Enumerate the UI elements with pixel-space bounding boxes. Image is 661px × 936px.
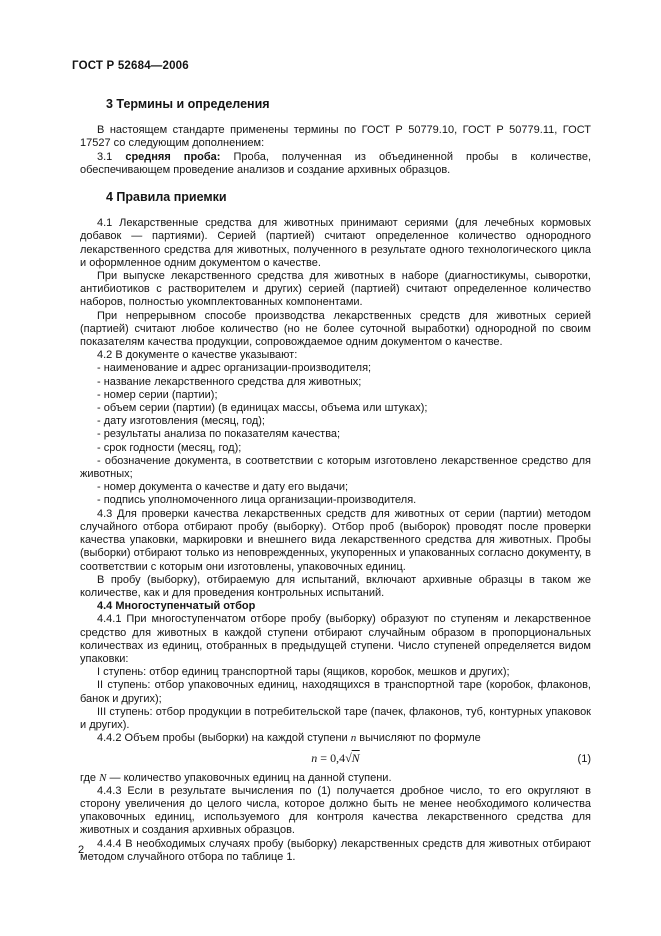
paragraph-4-3-continued: В пробу (выборку), отбираемую для испытаний, включают архивные образцы в таком же количестве, как и для проведения контрольных испытаний. [80,573,591,599]
paragraph-4-4-2-text-after: вычисляют по формуле [356,732,481,745]
list-item: - наименование и адрес организации-производителя; [97,362,372,375]
stage-1-paragraph: I ступень: отбор единиц транспортной тары (ящиков, коробок, мешков и других); [97,666,510,679]
paragraph-4-1: 4.1 Лекарственные средства для животных принимают сериями (для лечебных кормовых добавок — партиями). Серией (партией) считают определенное количество однородного лекарственного средства для животных, полученного в результате одного технологического цикла и оформленное одним документом о качестве. [80,217,591,269]
list-item: - срок годности (месяц, год); [97,441,242,454]
section-3-intro-paragraph: В настоящем стандарте применены термины по ГОСТ Р 50779.10, ГОСТ Р 50779.11, ГОСТ 17527 со следующим дополнением: [80,124,591,150]
list-item: - дату изготовления (месяц, год); [97,415,265,428]
variable-N: N [99,771,107,784]
list-item: - название лекарственного средства для животных; [97,375,362,388]
term-name: средняя проба: [125,150,221,163]
paragraph-4-4-1: 4.4.1 При многоступенчатом отборе пробу (выборку) образуют по ступеням и лекарственное средство для животных в каждой ступени отбирают случайным образом в пропорциональных количествах из единиц, отобранных в предыдущей ступени. Число ступеней определяется видом упаковки: [80,613,591,665]
where-text: — количество упаковочных единиц на данной ступени. [106,771,392,784]
stage-3-paragraph: III ступень: отбор продукции в потребительской таре (пачек, флаконов, туб, контурных упаковок и других). [80,705,591,731]
list-item: - результаты анализа по показателям качества; [97,428,341,441]
variable-n: n [350,732,357,745]
paragraph-4-4-2 [80,732,591,745]
formula-number: (1) [577,753,591,766]
document-header: ГОСТ Р 52684—2006 [72,60,189,72]
term-definition-text: Проба, полученная из объединенной пробы в количестве, обеспечивающем проведение анализов и создание архивных образцов. [80,150,591,176]
paragraph-4-1-continued-continuous: При непрерывном способе производства лекарственных средств для животных серией (партией) считают любое количество (но не более суточной выработки) однородной по своим показателям качества продукции, сопровождаемое одним документом о качестве. [80,309,591,349]
term-number: 3.1 [97,150,126,163]
formula-coefficient: 0,4 [330,751,346,766]
paragraph-4-4-2-text: 4.4.2 Объем пробы (выборки) на каждой ступени [97,732,351,745]
formula-equals-sign: = [320,751,328,766]
paragraph-4-1-continued-sets: При выпуске лекарственного средства для животных в наборе (диагностикумы, сыворотки, антибиотиков с растворителем и других) серией (партией) считают определенное количество наборов, полностью укомплектованных компонентами. [80,270,591,309]
formula-variable-n: n [311,751,318,766]
stage-2-paragraph: II ступень: отбор упаковочных единиц, находящихся в транспортной таре (коробок, флаконов, банок и других); [80,679,591,705]
list-item: - обозначение документа, в соответствии с которым изготовлено лекарственное средство для животных; [80,454,591,481]
list-item: - номер документа о качестве и дату его выдачи; [97,481,349,494]
formula-1 [80,752,591,765]
page-number: 2 [78,844,85,856]
paragraph-4-2: 4.2 В документе о качестве указывают: [97,349,298,362]
section-4-heading: 4 Правила приемки [106,190,227,205]
where-prefix: где [80,771,100,784]
section-3-heading: 3 Термины и определения [106,97,270,111]
subsection-4-4-heading: 4.4 Многоступенчатый отбор [97,600,256,613]
list-item: - подпись уполномоченного лица организации-производителя. [97,494,417,507]
document-body [80,84,591,864]
paragraph-4-4-4: 4.4.4 В необходимых случаях пробу (выборку) лекарственных средств для животных отбирают методом случайного отбора по таблице 1. [80,837,591,863]
formula-radicand-N: N [351,751,360,766]
paragraph-4-3: 4.3 Для проверки качества лекарственных средств для животных от серии (партии) методом случайного отбора отбирают пробу (выборку). Отбор проб (выборок) проводят после проверки качества упаковки, маркировки и внешнего вида лекарственного средства для животных. Пробы (выборки) отбирают только из неповрежденных, укупоренных и упакованных согласно документу, в соответствии с которым они изготовлены, упаковочных единиц. [80,507,591,573]
list-item: - объем серии (партии) (в единицах массы, объема или штуках); [97,402,428,415]
formula-where-clause [80,772,591,785]
list-item: - номер серии (партии); [97,388,218,401]
term-definition-paragraph [80,151,591,177]
square-root-icon: √ [345,751,352,766]
paragraph-4-4-3: 4.4.3 Если в результате вычисления по (1) получается дробное число, то его округляют в сторону увеличения до целого числа, которое должно быть не менее необходимого количества упаковочных единиц, используемого для контроля качества лекарственного средства для животных и создания архивных образцов. [80,784,591,837]
